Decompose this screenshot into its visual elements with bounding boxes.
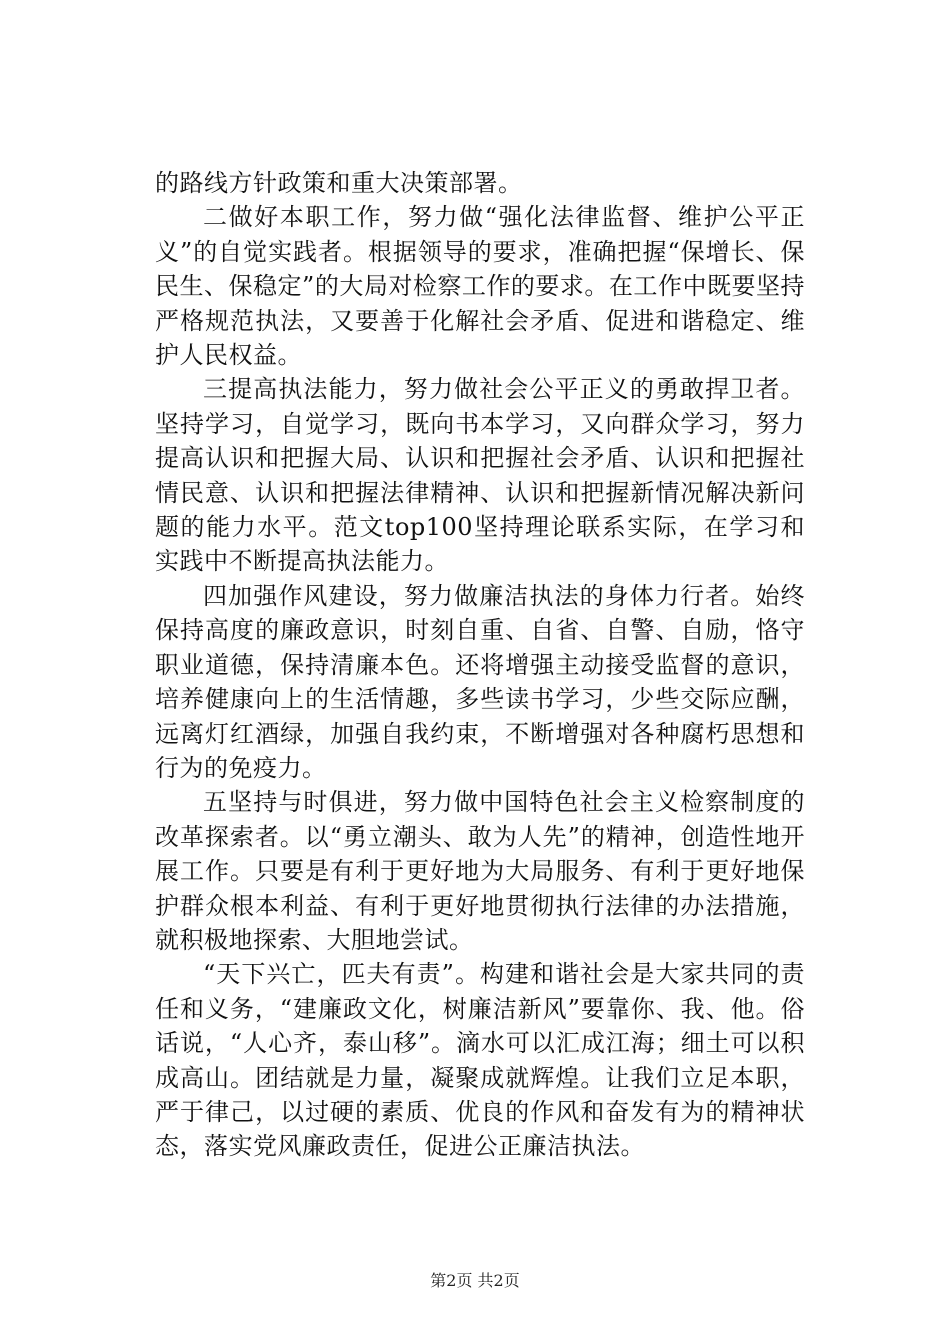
- paragraph-item-three: 三提高执法能力，努力做社会公平正义的勇敢捍卫者。坚持学习，自觉学习，既向书本学习，又向群众学习，努力提高认识和把握大局、认识和把握社会矛盾、认识和把握社情民意、认识和把握法律精神、认识和把握新情况解决新问题的能力水平。范文top100坚持理论联系实际，在学习和实践中不断提高执法能力。: [155, 375, 805, 576]
- paragraph-continuation: 的路线方针政策和重大决策部署。: [155, 169, 523, 197]
- paragraph-item-four: 四加强作风建设，努力做廉洁执法的身体力行者。始终保持高度的廉政意识，时刻自重、自省、自警、自励，恪守职业道德，保持清廉本色。还将增强主动接受监督的意识，培养健康向上的生活情趣，多些读书学习，少些交际应酬，远离灯红酒绿，加强自我约束，不断增强对各种腐朽思想和行为的免疫力。: [155, 581, 805, 782]
- paragraph-conclusion: “天下兴亡，匹夫有责”。构建和谐社会是大家共同的责任和义务，“建廉政文化，树廉洁新风”要靠你、我、他。俗话说，“人心齐，泰山移”。滴水可以汇成江海；细土可以积成高山。团结就是力量，凝聚成就辉煌。让我们立足本职，严于律己，以过硬的素质、优良的作风和奋发有为的精神状态，落实党风廉政责任，促进公正廉洁执法。: [155, 960, 805, 1161]
- paragraph-item-five: 五坚持与时俱进，努力做中国特色社会主义检察制度的改革探索者。以“勇立潮头、敢为人先”的精神，创造性地开展工作。只要是有利于更好地为大局服务、有利于更好地保护群众根本利益、有利于更好地贯彻执行法律的办法措施，就积极地探索、大胆地尝试。: [155, 788, 805, 954]
- document-body: [155, 166, 805, 1164]
- page-number-label: 第2页 共2页: [430, 1271, 520, 1290]
- paragraph-item-two: 二做好本职工作，努力做“强化法律监督、维护公平正义”的自觉实践者。根据领导的要求，准确把握“保增长、保民生、保稳定”的大局对检察工作的要求。在工作中既要坚持严格规范执法，又要善于化解社会矛盾、促进和谐稳定、维护人民权益。: [155, 203, 805, 370]
- page-footer: [0, 1271, 950, 1291]
